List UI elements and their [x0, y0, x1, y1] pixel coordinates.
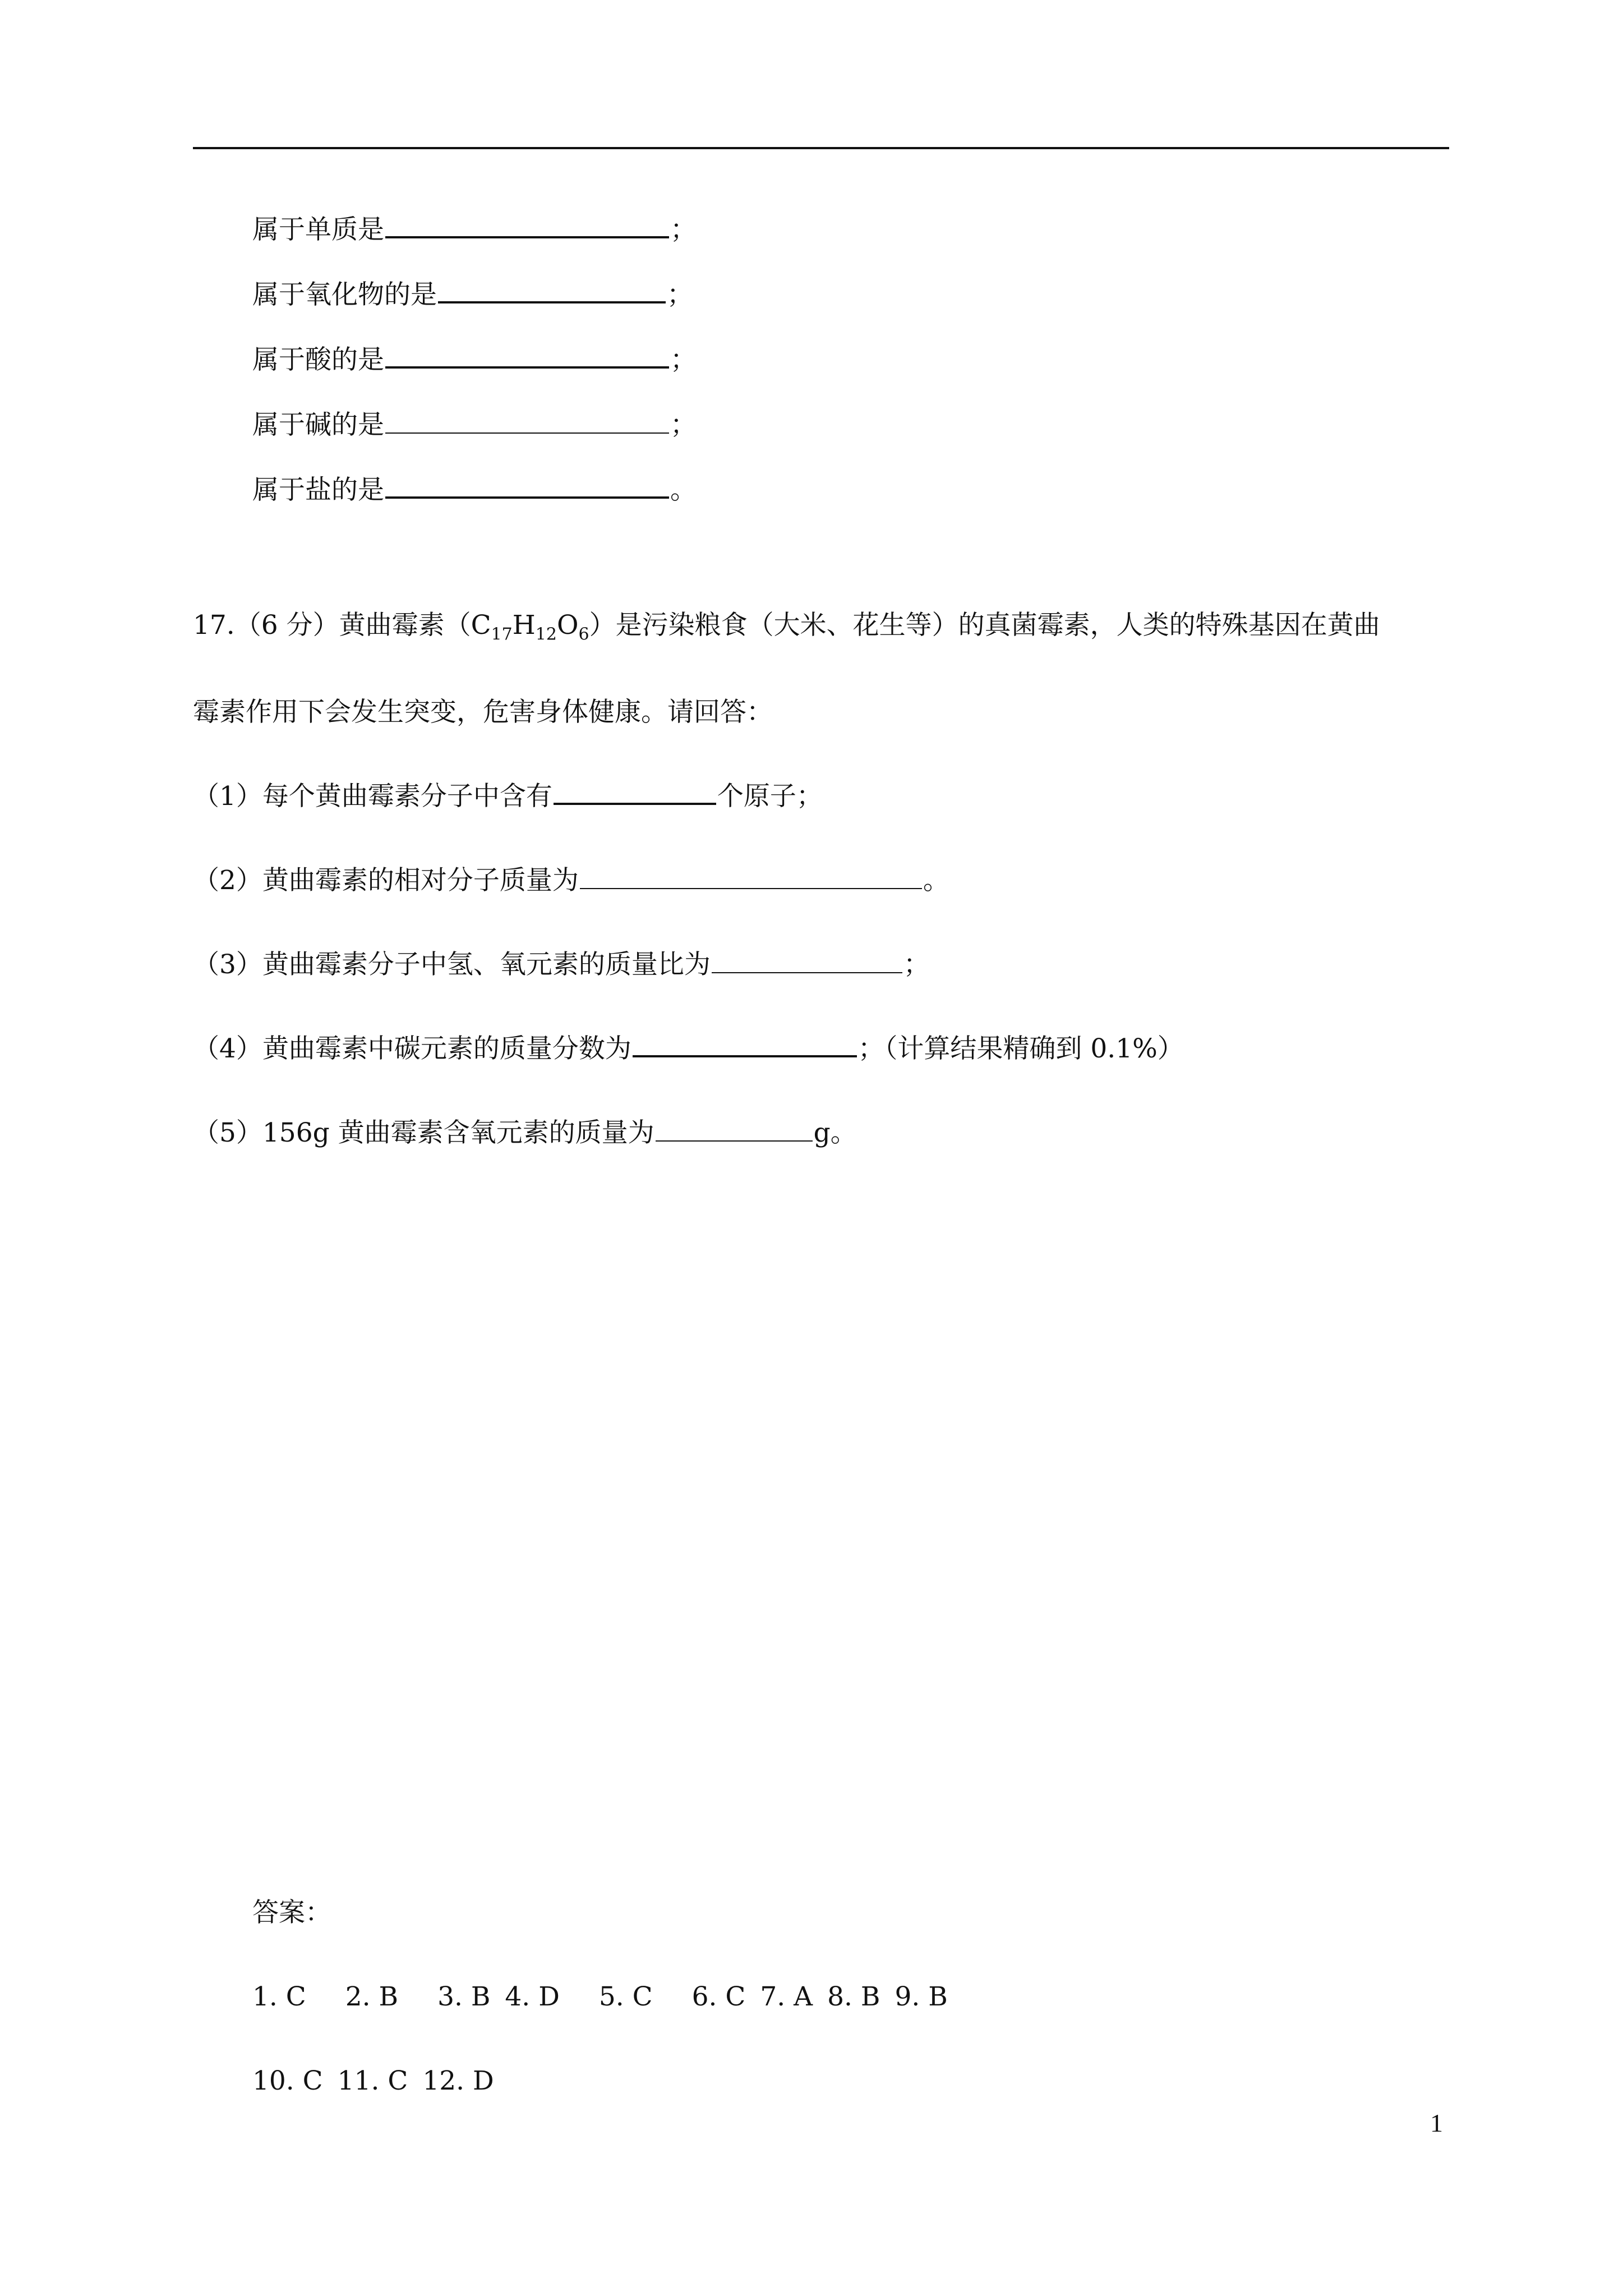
part-end: ； — [903, 949, 930, 980]
answer-item: 4. D — [505, 1981, 560, 2012]
question-17-part-3 — [193, 948, 930, 982]
item-label: 属于碱的是 — [252, 409, 384, 440]
answer-item: 10. C — [252, 2065, 323, 2096]
item-label: 属于酸的是 — [252, 344, 384, 375]
answer-blank[interactable] — [554, 781, 716, 805]
answer-item: 1. C — [252, 1981, 306, 2012]
header-rule — [193, 147, 1449, 149]
answer-item: 12. D — [422, 2065, 494, 2096]
part-label: （4）黄曲霉素中碳元素的质量分数为 — [193, 1033, 631, 1064]
answer-blank[interactable] — [633, 1034, 857, 1057]
question-17-part-5 — [193, 1116, 857, 1150]
question-17-part-1 — [193, 780, 823, 813]
answer-item: 5. C — [598, 1981, 653, 2012]
item-end: ； — [670, 214, 697, 245]
question-number: 17. — [193, 610, 235, 641]
answer-item: 6. C — [691, 1981, 746, 2012]
answer-item: 3. B — [437, 1981, 491, 2012]
part-end: g。 — [813, 1117, 857, 1148]
answers-heading: 答案： — [252, 1897, 331, 1928]
answer-item: 2. B — [345, 1981, 399, 2012]
question-text: 霉素作用下会发生突变，危害身体健康。请回答： — [193, 697, 773, 728]
question-17-part-4 — [193, 1032, 1184, 1066]
question-points: （6 分） — [234, 610, 339, 641]
part-end: 个原子； — [717, 781, 823, 812]
item-end: ； — [670, 409, 697, 440]
item-label: 属于盐的是 — [252, 475, 384, 505]
question-text: 黄曲霉素（ — [339, 610, 471, 641]
answer-item: 7. A — [760, 1981, 813, 2012]
answer-blank[interactable] — [438, 280, 666, 303]
page-number: 1 — [1430, 2109, 1443, 2137]
classification-item-salts — [252, 473, 697, 507]
classification-item-elements — [252, 213, 697, 247]
answers-row-1 — [252, 1980, 962, 2014]
item-end: ； — [667, 279, 693, 310]
classification-item-acids — [252, 343, 697, 377]
part-label: （1）每个黄曲霉素分子中含有 — [193, 781, 552, 812]
part-label: （5）156g 黄曲霉素含氧元素的质量为 — [193, 1117, 654, 1148]
answer-item: 8. B — [827, 1981, 880, 2012]
answer-blank[interactable] — [385, 411, 669, 434]
answer-blank[interactable] — [385, 345, 669, 369]
item-end: ； — [670, 344, 697, 375]
part-label: （2）黄曲霉素的相对分子质量为 — [193, 865, 579, 896]
chemical-formula: $C_{17}H_{12}O_6$ — [471, 610, 589, 645]
part-label: （3）黄曲霉素分子中氢、氧元素的质量比为 — [193, 949, 711, 980]
answer-item: 11. C — [337, 2065, 408, 2096]
question-17-line-1 — [193, 609, 1380, 645]
answer-blank[interactable] — [385, 475, 669, 499]
answers-row-2 — [252, 2064, 509, 2098]
item-end: 。 — [670, 475, 697, 505]
question-text: ）是污染粮食（大米、花生等）的真菌霉素，人类的特殊基因在黄曲 — [589, 610, 1380, 641]
answer-blank[interactable] — [656, 1119, 813, 1142]
question-17-part-2 — [193, 864, 949, 898]
classification-item-bases — [252, 408, 697, 442]
answer-item: 9. B — [895, 1981, 948, 2012]
question-17-line-2 — [193, 696, 773, 729]
answer-blank[interactable] — [580, 867, 922, 889]
part-end: ；（计算结果精确到 0.1%） — [857, 1033, 1184, 1064]
answer-blank[interactable] — [712, 951, 902, 973]
item-label: 属于单质是 — [252, 214, 384, 245]
item-label: 属于氧化物的是 — [252, 279, 437, 310]
part-end: 。 — [923, 865, 949, 896]
answer-blank[interactable] — [385, 215, 669, 238]
classification-item-oxides — [252, 278, 693, 312]
